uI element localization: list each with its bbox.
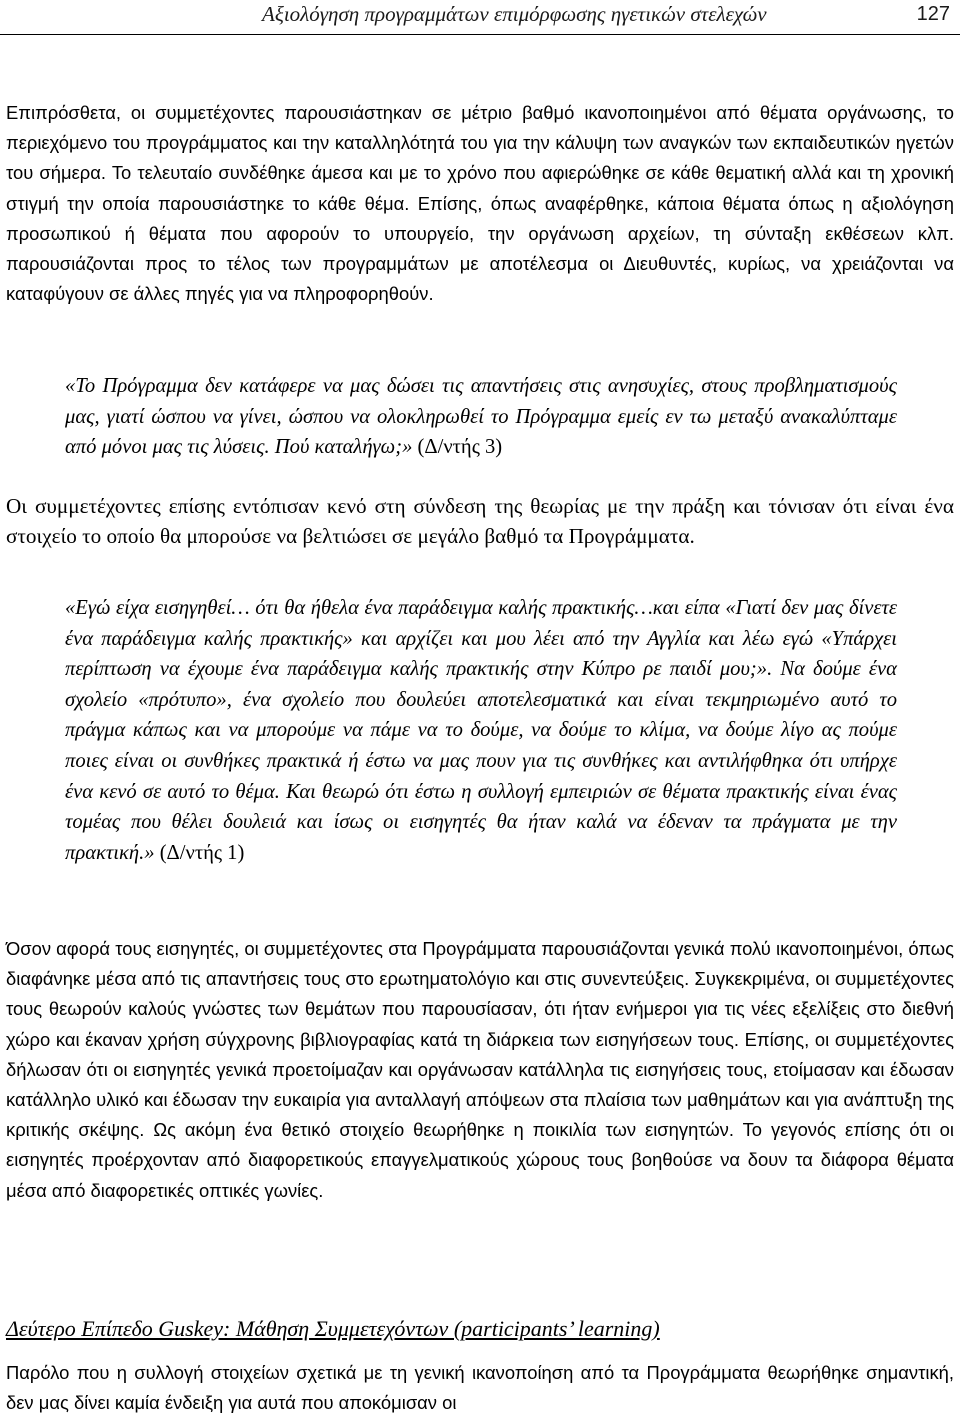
paragraph-presenters: Όσον αφορά τους εισηγητές, οι συμμετέχοντες στα Προγράμματα παρουσιάζονται γενικά πολύ ικανοποιημένοι, όπως διαφάνηκε μέσα από τις απαντήσεις τους στο ερωτηματολόγιο και στις συνεντεύξεις. Συγκεκριμένα, οι συμμετέχοντες τους θεωρούν καλούς γνώστες των θεμάτων που παρουσίασαν, ότι ήταν ενήμεροι για τις νέες εξελίξεις στο διεθνή χώρο και έκαναν χρήση σύγχρονης βιβλιογραφίας κατά τη διάρκεια των εισηγήσεων τους. Επίσης, οι συμμετέχοντες δήλωσαν ότι οι εισηγητές γενικά προετοίμαζαν και οργάνωσαν κατάλληλα τις εισηγήσεις τους, ετοίμασαν και έδωσαν κατάλληλο υλικό και έδωσαν την ευκαιρία για ανταλλαγή απόψεων στα πλαίσια των μαθημάτων και για ανάπτυξη της κριτικής σκέψης. Ως ακόμη ένα θετικό στοιχείο θεωρήθηκε η ποικιλία των εισηγητών. Το γεγονός επίσης ότι οι εισηγητές προέρχονταν από διαφορετικούς επαγγελματικούς χώρους τους βοηθούσε να δουν τα διάφορα θέματα μέσα από διαφορετικές οπτικές γωνίες.: [6, 938, 954, 1201]
page-number: 127: [916, 3, 950, 25]
paragraph-theory-practice-gap: Οι συμμετέχοντες επίσης εντόπισαν κενό στη σύνδεση της θεωρίας με την πράξη και τόνισαν ότι είναι ένα στοιχείο το οποίο θα μπορούσε να βελτιώσει σε μεγάλο βαθμό τα Προγράμματα.: [6, 494, 954, 549]
quote-director-3-text: «Το Πρόγραμμα δεν κατάφερε να μας δώσει τις απαντήσεις στις ανησυχίες, στους προβληματισμούς μας, γιατί ώσπου να γίνει, ώσπου να ολοκληρωθεί το Πρόγραμμα εμείς εν τω μεταξύ ανακαλύπταμε από μόνοι μας τις λύσεις. Πού καταλήγω;»: [65, 375, 897, 459]
quote-director-3: [65, 371, 897, 463]
quote-director-1-source: (Δ/ντής 1): [154, 841, 245, 864]
page-header: [0, 0, 960, 35]
quote-director-1-text: «Εγώ είχα εισηγηθεί… ότι θα ήθελα ένα παράδειγμα καλής πρακτικής…και είπα «Γιατί δεν μας δίνετε ένα παράδειγμα καλής πρακτικής» και αρχίζει και μου λέει από την Αγγλία και λέω εγώ «Υπάρχει περίπτωση να έχουμε ένα παράδειγμα καλής πρακτικής στην Κύπρο ρε παιδί μου;». Να δούμε ένα σχολείο «πρότυπο», ένα σχολείο που δουλεύει αποτελεσματικά και είναι τεκμηριωμένο αυτό το πράγμα κάπως και να μπορούμε να πάμε να το δούμε, να δούμε το κλίμα, να δούμε λίγο ας πούμε ποιες είναι οι συνθήκες πρακτικά ή έστω να μας πουν για τις συνθήκες και αντιλήφθηκα ότι υπήρχε ένα κενό σε αυτό το θέμα. Και θεωρώ ότι έστω η συλλογή εμπειριών σε θέματα πρακτικής είναι ένας τομέας που θέλει δουλειά και ίσως οι εισηγητές θα ήταν καλά να έδεναν τα πράγματα με την πρακτική.»: [65, 597, 897, 864]
quote-director-3-source: (Δ/ντής 3): [412, 436, 503, 459]
paragraph-participants-learning: Παρόλο που η συλλογή στοιχείων σχετικά με τη γενική ικανοποίηση από τα Προγράμματα θεωρήθηκε σημαντική, δεν μας δίνει καμία ένδειξη για αυτά που αποκόμισαν οι: [6, 1362, 954, 1414]
paragraph-organization-satisfaction: Επιπρόσθετα, οι συμμετέχοντες παρουσιάστηκαν σε μέτριο βαθμό ικανοποιημένοι από θέματα οργάνωσης, το περιεχόμενο του προγράμματος και την καταλληλότητά του για την κάλυψη των αναγκών των εκπαιδευτικών ηγετών του σήμερα. Το τελευταίο συνδέθηκε άμεσα και με το χρόνο που αφιερώθηκε σε κάθε θεματική αλλά και τη χρονική στιγμή την οποία παρουσιάστηκε το κάθε θέμα. Επίσης, όπως αναφέρθηκε, κάποια θέματα όπως η αξιολόγηση προσωπικού ή θέματα που αφορούν το υπουργείο, την οργάνωση αρχείων, τη σύνταξη εκθέσεων κλπ. παρουσιάζονται προς το τέλος των προγραμμάτων με αποτέλεσμα οι Διευθυντές, κυρίως, να χρειάζονται να καταφύγουν σε άλλες πηγές για να πληροφορηθούν.: [6, 102, 954, 305]
running-title: Αξιολόγηση προγραμμάτων επιμόρφωσης ηγετικών στελεχών: [262, 2, 767, 26]
quote-director-1: [65, 593, 897, 868]
section-heading: Δεύτερο Επίπεδο Guskey: Μάθηση Συμμετεχόντων (participants’ learning): [6, 1316, 660, 1341]
